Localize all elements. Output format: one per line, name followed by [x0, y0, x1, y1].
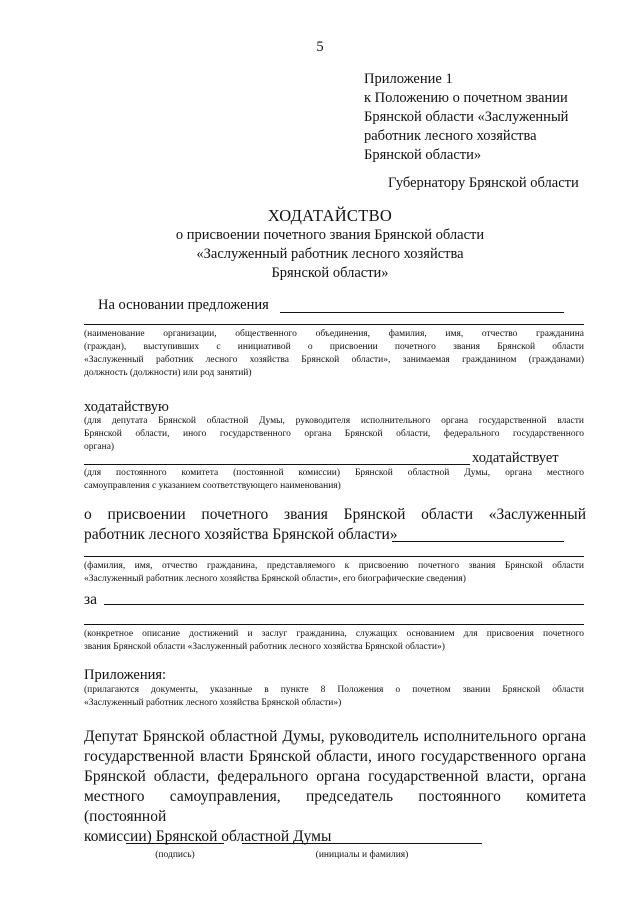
- for-label: за: [84, 591, 98, 608]
- addressee: Губернатору Брянской области: [388, 175, 579, 191]
- note-line: «Заслуженный работник лесного хозяйства Брянской области», занимаемая гражданином (гражданами): [84, 355, 584, 365]
- signatory-line: Брянской области, федерального органа государственной власти, органа: [84, 768, 586, 785]
- title-line: Брянской области»: [271, 265, 389, 281]
- petitions-note: [84, 467, 584, 493]
- assignment-line: работник лесного хозяйства Брянской области»: [84, 526, 398, 543]
- appendix-line: работник лесного хозяйства: [364, 128, 537, 144]
- note-line: (наименование организации, общественного объединения, фамилия, имя, отчество гражданина: [84, 329, 584, 339]
- note-line: «Заслуженный работник лесного хозяйства Брянской области», его биографические сведения): [84, 574, 466, 584]
- title-main: ХОДАТАЙСТВО: [267, 206, 393, 225]
- basis-note: [84, 328, 584, 380]
- nominee-input-line-2[interactable]: [84, 556, 584, 557]
- committee-input-line[interactable]: [84, 464, 470, 465]
- note-line: самоуправления с указанием соответствующего наименования): [84, 481, 341, 491]
- basis-input-line-2[interactable]: [84, 324, 584, 325]
- note-line: должность (должности) или род занятий): [84, 368, 252, 378]
- note-line: органа): [84, 442, 115, 452]
- assignment-line: о присвоении почетного звания Брянской области «Заслуженный: [84, 506, 586, 523]
- assignment-text: [84, 505, 586, 545]
- note-line: (для постоянного комитета (постоянной комиссии) Брянской областной Думы, органа местного: [84, 468, 584, 478]
- basis-label: На основании предложения: [98, 297, 269, 313]
- petition-word: ходатайствую: [84, 399, 169, 415]
- note-line: (фамилия, имя, отчество гражданина, представляемого к присвоению почетного звания Брянской области: [84, 561, 584, 571]
- page-number: 5: [316, 39, 324, 55]
- note-line: (для депутата Брянской областной Думы, руководителя исполнительного органа государственной власти: [84, 416, 584, 426]
- signature-input-line[interactable]: [126, 843, 224, 844]
- signatory-block: [84, 727, 586, 847]
- note-line: звания Брянской области «Заслуженный работник лесного хозяйства Брянской области»): [84, 642, 445, 652]
- merits-input-line-2[interactable]: [84, 624, 584, 625]
- signature-label: (подпись): [155, 850, 195, 860]
- note-line: (конкретное описание достижений и заслуг гражданина, служащих основанием для присвоения почетного: [84, 629, 584, 639]
- appendix-line: Приложение 1: [364, 71, 453, 87]
- attachments-note: [84, 684, 584, 710]
- note-line: «Заслуженный работник лесного хозяйства Брянской области»): [84, 698, 342, 708]
- note-line: Брянской области, иного государственного органа Брянской области, федерального государственного: [84, 429, 584, 439]
- signatory-line: Депутат Брянской областной Думы, руководитель исполнительного органа: [84, 728, 586, 745]
- petitions-word: ходатайствует: [472, 450, 559, 466]
- appendix-line: к Положению о почетном звании: [364, 90, 568, 106]
- basis-input-line[interactable]: [280, 312, 564, 313]
- appendix-line: Брянской области «Заслуженный: [364, 109, 569, 125]
- title-line: «Заслуженный работник лесного хозяйства: [196, 246, 464, 262]
- name-input-line[interactable]: [242, 843, 482, 844]
- note-line: (прилагаются документы, указанные в пункте 8 Положения о почетном звании Брянской области: [84, 685, 584, 695]
- title-line: о присвоении почетного звания Брянской области: [175, 227, 485, 243]
- for-note: [84, 628, 584, 654]
- attachments-label: Приложения:: [84, 667, 167, 683]
- appendix-line: Брянской области»: [364, 147, 482, 163]
- appendix-block: [364, 70, 624, 165]
- nominee-input-line[interactable]: [392, 541, 564, 542]
- note-line: (граждан), выступивших с инициативой о присвоении почетного звания Брянской области: [84, 342, 584, 352]
- signatory-line: комиссии) Брянской областной Думы: [84, 828, 332, 845]
- merits-input-line[interactable]: [104, 604, 584, 605]
- assignment-note: [84, 560, 584, 586]
- name-label: (инициалы и фамилия): [315, 850, 409, 860]
- signatory-line: местного самоуправления, председатель постоянного комитета (постоянной: [84, 788, 586, 825]
- signatory-line: государственной власти Брянской области, иного государственного органа: [84, 748, 586, 765]
- document-title: [130, 206, 530, 283]
